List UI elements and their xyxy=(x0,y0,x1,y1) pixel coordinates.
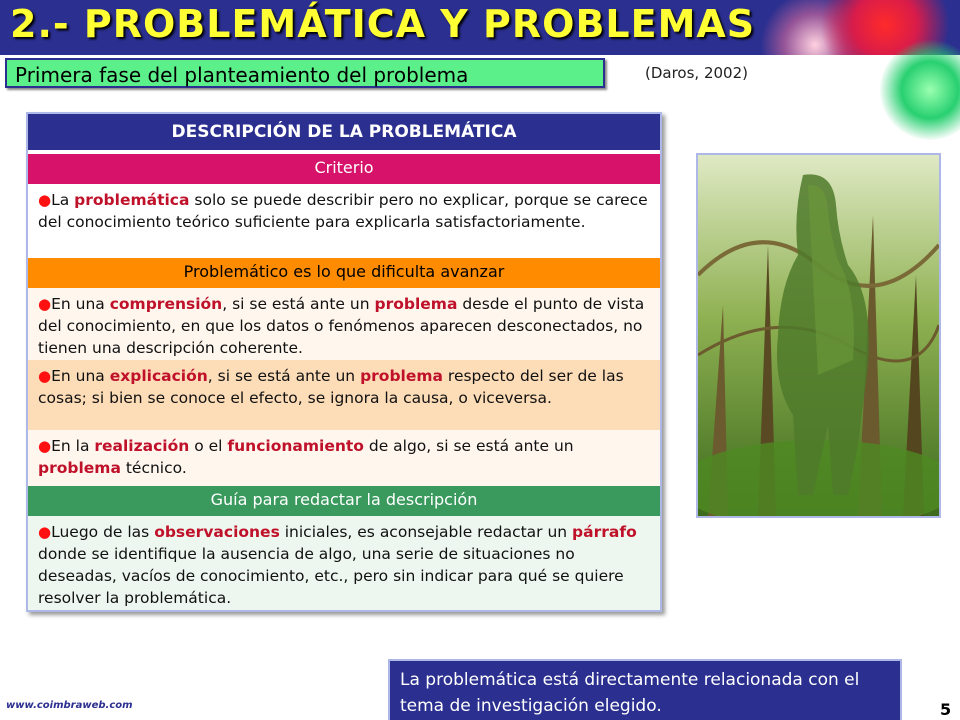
paragraph-text: respecto del ser de las cosas; si bien se conoce el efecto, se ignora la causa, o viceversa. xyxy=(38,367,624,407)
page-number: 5 xyxy=(940,700,952,719)
summary-note: La problemática está directamente relacionada con el tema de investigación elegido. xyxy=(388,659,902,720)
highlighted-term: observaciones xyxy=(154,523,280,541)
highlighted-term: problema xyxy=(38,459,121,477)
paragraph-text: En una xyxy=(51,367,110,385)
bullet-dot-icon: ● xyxy=(38,295,52,313)
guia-header: Guía para redactar la descripción xyxy=(28,486,660,516)
paragraph-text: donde se identifique la ausencia de algo, una serie de situaciones no deseadas, vacíos de conocimiento, etc., pero sin indicar para qué se quiere resolver la problemática. xyxy=(38,545,624,607)
paragraph-text: técnico. xyxy=(120,459,187,477)
dificulta-item-3 xyxy=(28,430,660,486)
paragraph-text: desde el punto de vista del conocimiento, en que los datos o fenómenos aparecen desconectados, no tienen una descripción coherente. xyxy=(38,295,645,357)
paragraph-text: o el xyxy=(189,437,228,455)
criterio-header: Criterio xyxy=(28,154,660,184)
paragraph-text: Luego de las xyxy=(51,523,155,541)
highlighted-term: problemática xyxy=(74,191,190,209)
highlighted-term: realización xyxy=(94,437,190,455)
highlighted-term: problema xyxy=(374,295,458,313)
paragraph-text: iniciales, es aconsejable redactar un xyxy=(279,523,573,541)
footer-url[interactable]: www.coimbraweb.com xyxy=(6,700,133,711)
highlighted-term: párrafo xyxy=(572,523,637,541)
bullet-dot-icon: ● xyxy=(38,367,52,385)
paragraph-text: En la xyxy=(51,437,95,455)
citation: (Daros, 2002) xyxy=(645,64,748,82)
criterio-text xyxy=(28,184,660,258)
paragraph-text: , si se está ante un xyxy=(207,367,361,385)
dificulta-item-2 xyxy=(28,360,660,430)
bullet-dot-icon: ● xyxy=(38,523,52,541)
subtitle-box: Primera fase del planteamiento del problema xyxy=(5,58,605,88)
paragraph-text: En una xyxy=(51,295,110,313)
forest-woman-illustration xyxy=(696,153,941,518)
guia-text xyxy=(28,516,660,610)
bullet-dot-icon: ● xyxy=(38,437,52,455)
paragraph-text: , si se está ante un xyxy=(222,295,375,313)
dificulta-item-1 xyxy=(28,288,660,360)
paragraph-text: de algo, si se está ante un xyxy=(363,437,574,455)
bullet-dot-icon: ● xyxy=(38,191,52,209)
green-orb-decoration xyxy=(880,40,960,140)
highlighted-term: comprensión xyxy=(109,295,223,313)
highlighted-term: funcionamiento xyxy=(227,437,364,455)
paragraph-text: La xyxy=(51,191,75,209)
dificulta-header: Problemático es lo que dificulta avanzar xyxy=(28,258,660,288)
panel-title: DESCRIPCIÓN DE LA PROBLEMÁTICA xyxy=(28,114,660,150)
forest-image-icon xyxy=(698,155,939,516)
highlighted-term: problema xyxy=(360,367,443,385)
highlighted-term: explicación xyxy=(109,367,208,385)
title-bar xyxy=(0,0,960,55)
description-panel xyxy=(26,112,662,612)
paragraph-text: solo se puede describir pero no explicar, porque se carece del conocimiento teórico suficiente para explicarla satisfactoriamente. xyxy=(38,191,648,231)
page-title: 2.- PROBLEMÁTICA Y PROBLEMAS xyxy=(10,2,756,46)
